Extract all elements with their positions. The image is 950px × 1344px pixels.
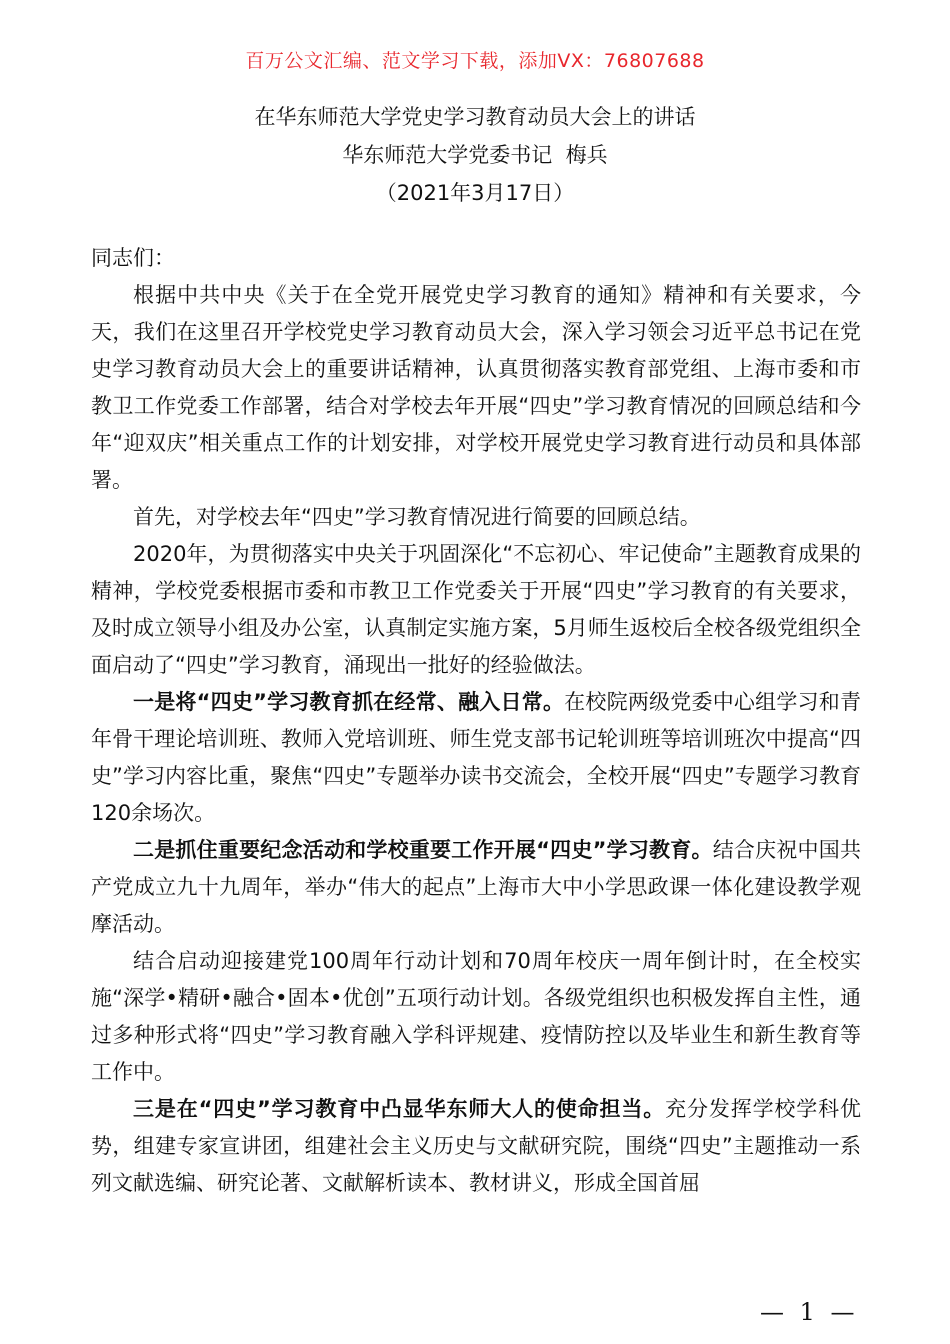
speech-title: 在华东师范大学党史学习教育动员大会上的讲话	[254, 105, 696, 129]
point-one-heading: 一是将“四史”学习教育抓在经常、融入日常。	[133, 690, 565, 714]
paragraph-point-three	[91, 1091, 861, 1202]
paragraph-2020-summary: 2020年，为贯彻落实中央关于巩固深化“不忘初心、牢记使命”主题教育成果的精神，学校党委根据市委和市教卫工作党委关于开展“四史”学习教育的有关要求，及时成立领导小组及办公室，认真制定实施方案，5月师生返校后全校各级党组织全面启动了“四史”学习教育，涌现出一批好的经验做法。	[91, 542, 861, 677]
paragraph-action-plan: 结合启动迎接建党100周年行动计划和70周年校庆一周年倒计时，在全校实施“深学•精研•融合•固本•优创”五项行动计划。各级党组织也积极发挥自主性，通过多种形式将“四史”学习教育融入学科评规建、疫情防控以及毕业生和新生教育等工作中。	[91, 949, 861, 1084]
point-three-heading: 三是在“四史”学习教育中凸显华东师大人的使命担当。	[133, 1097, 666, 1121]
paragraph-intro: 根据中共中央《关于在全党开展党史学习教育的通知》精神和有关要求，今天，我们在这里召开学校党史学习教育动员大会，深入学习领会习近平总书记在党史学习教育动员大会上的重要讲话精神，认真贯彻落实教育部党组、上海市委和市教卫工作党委工作部署，结合对学校去年开展“四史”学习教育情况的回顾总结和今年“迎双庆”相关重点工作的计划安排，对学校开展党史学习教育进行动员和具体部署。	[91, 283, 861, 492]
watermark-header: 百万公文汇编、范文学习下载，添加VX：76807688	[245, 50, 705, 72]
paragraph-point-two	[91, 832, 861, 943]
paragraph-review-heading: 首先，对学校去年“四史”学习教育情况进行简要的回顾总结。	[133, 505, 701, 529]
speech-body	[91, 240, 861, 1202]
point-three-text: 充分发挥学校学科优势，组建专家宣讲团，组建社会主义历史与文献研究院，围绕“四史”主题推动一系列文献选编、研究论著、文献解析读本、教材讲义，形成全国首屈	[91, 1097, 862, 1195]
salutation: 同志们：	[91, 246, 175, 270]
point-two-text: 结合庆祝中国共产党成立九十九周年，举办“伟大的起点”上海市大中小学思政课一体化建设教学观摩活动。	[91, 838, 861, 936]
title-block	[0, 98, 950, 212]
speech-date: （2021年3月17日）	[375, 181, 575, 205]
page-number: — 1 —	[760, 1298, 859, 1326]
paragraph-point-one	[91, 684, 861, 832]
point-one-text: 在校院两级党委中心组学习和青年骨干理论培训班、教师入党培训班、师生党支部书记轮训班等培训班次中提高“四史”学习内容比重，聚焦“四史”专题举办读书交流会，全校开展“四史”专题学习教育120余场次。	[91, 690, 861, 825]
point-two-heading: 二是抓住重要纪念活动和学校重要工作开展“四史”学习教育。	[133, 838, 713, 862]
speaker-line: 华东师范大学党委书记 梅兵	[342, 143, 608, 167]
